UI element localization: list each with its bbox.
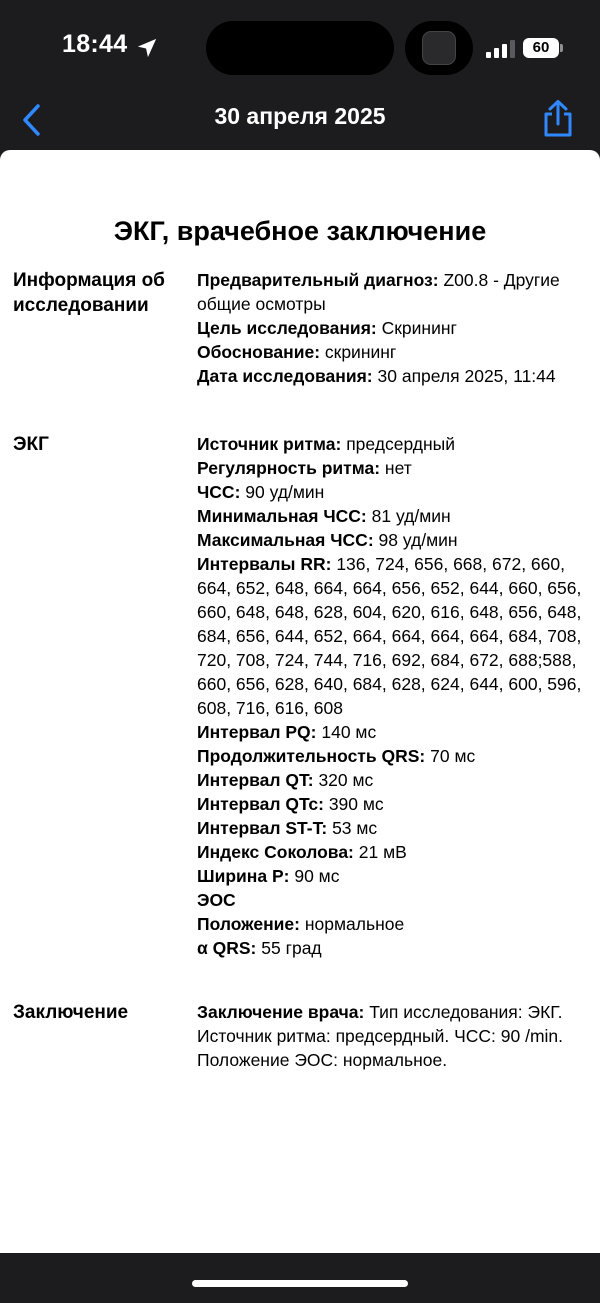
field-key: Ширина P:	[197, 866, 290, 886]
dynamic-island	[206, 21, 394, 75]
field-value: нормальное	[304, 914, 405, 934]
field-value: 70 мс	[430, 746, 476, 766]
field-value: 90 уд/мин	[245, 482, 325, 502]
field-key: Интервал QTc:	[197, 794, 324, 814]
field-value: 81 уд/мин	[371, 506, 451, 526]
field-value: 136, 724, 656, 668, 672, 660, 664, 652, 648, 664, 664, 656, 652, 644, 660, 656, 660, 648, 648, 628, 604, 620, 616, 648, 656, 648, 684, 656, 644, 652, 664, 664, 664, 664, 684, 708, 720, 708, 724, 744, 716, 692, 684, 672, 688;588, 660, 656, 628, 640, 684, 628, 624, 644, 600, 596, 608, 716, 616, 608	[197, 554, 582, 718]
field-key: Цель исследования:	[197, 318, 377, 338]
field-row	[197, 816, 582, 840]
field-row	[197, 888, 582, 912]
field-value: 140 мс	[321, 722, 377, 742]
field-key: Источник ритма:	[197, 434, 342, 454]
home-indicator[interactable]	[192, 1280, 408, 1287]
field-key: Заключение врача:	[197, 1002, 365, 1022]
field-key: Интервал PQ:	[197, 722, 317, 742]
field-row	[197, 268, 582, 316]
field-value: 90 мс	[294, 866, 340, 886]
field-row	[197, 432, 582, 456]
field-value: предсердный	[346, 434, 455, 454]
field-value: 98 уд/мин	[378, 530, 458, 550]
field-row	[197, 340, 582, 364]
field-key: Регулярность ритма:	[197, 458, 381, 478]
battery-icon: 60	[523, 38, 559, 58]
field-key: ЭОС	[197, 890, 236, 910]
field-row	[197, 744, 582, 768]
field-row	[197, 912, 582, 936]
section-label: ЭКГ	[13, 434, 49, 455]
field-value: 21 мВ	[358, 842, 407, 862]
field-value: скрининг	[324, 342, 397, 362]
field-key: Интервалы RR:	[197, 554, 332, 574]
field-key: ЧСС:	[197, 482, 241, 502]
field-row	[197, 480, 582, 504]
section-label: Информация об исследовании	[13, 270, 165, 316]
field-key: Дата исследования:	[197, 366, 373, 386]
field-value: 390 мс	[328, 794, 384, 814]
field-row	[197, 720, 582, 744]
field-key: Минимальная ЧСС:	[197, 506, 367, 526]
field-key: Интервал QT:	[197, 770, 314, 790]
field-row	[197, 528, 582, 552]
field-row	[197, 364, 582, 388]
field-value: Z00.8 - Другие общие осмотры	[197, 270, 560, 314]
field-key: Интервал ST-T:	[197, 818, 328, 838]
field-row	[197, 792, 582, 816]
field-row	[197, 936, 582, 960]
field-key: Индекс Соколова:	[197, 842, 354, 862]
field-value: 30 апреля 2025, 11:44	[377, 366, 556, 386]
field-row	[197, 456, 582, 480]
document-sheet	[0, 150, 600, 1253]
document-title: ЭКГ, врачебное заключение	[113, 216, 487, 246]
field-row	[197, 864, 582, 888]
field-value: нет	[384, 458, 412, 478]
field-row	[197, 316, 582, 340]
field-value: 55 град	[261, 938, 322, 958]
app-activity-icon	[422, 31, 456, 65]
battery-nub	[560, 44, 563, 52]
field-value: Скрининг	[381, 318, 457, 338]
field-row	[197, 840, 582, 864]
share-icon[interactable]	[540, 99, 576, 139]
field-key: α QRS:	[197, 938, 257, 958]
field-key: Положение:	[197, 914, 300, 934]
field-value: 320 мс	[318, 770, 374, 790]
status-bar	[0, 0, 600, 95]
field-value: Тип исследования: ЭКГ. Источник ритма: предсердный. ЧСС: 90 /min. Положение ЭОС: нормальное.	[197, 1002, 564, 1070]
field-row	[197, 768, 582, 792]
section-body	[197, 268, 582, 388]
field-value: 53 мс	[332, 818, 378, 838]
cellular-signal-icon	[486, 40, 516, 58]
section-body	[197, 432, 582, 960]
navigation-bar	[0, 95, 600, 150]
field-key: Обоснование:	[197, 342, 321, 362]
field-row	[197, 1000, 582, 1072]
location-arrow-icon	[136, 37, 158, 59]
field-row	[197, 504, 582, 528]
field-row	[197, 552, 582, 720]
nav-title: 30 апреля 2025	[214, 103, 386, 129]
field-key: Предварительный диагноз:	[197, 270, 439, 290]
field-key: Максимальная ЧСС:	[197, 530, 374, 550]
status-time: 18:44	[62, 30, 128, 58]
section-body	[197, 1000, 582, 1072]
field-key: Продолжительность QRS:	[197, 746, 426, 766]
section-label: Заключение	[13, 1002, 129, 1023]
